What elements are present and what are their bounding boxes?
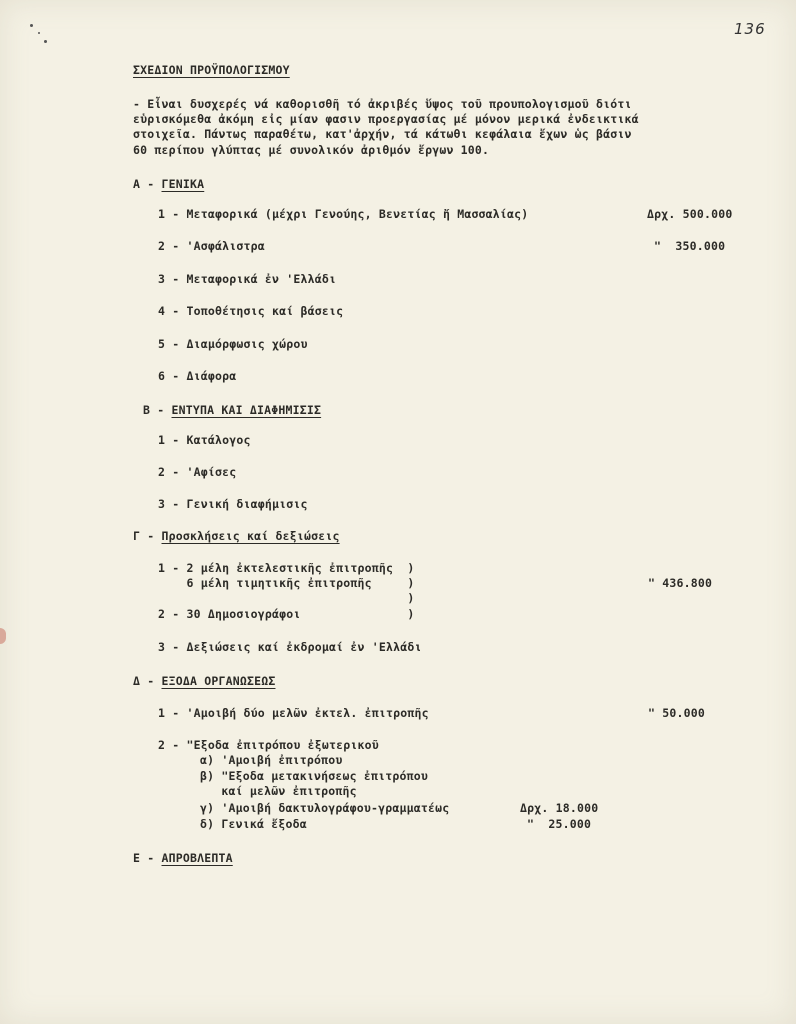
section-g-prefix: Γ - [133, 529, 162, 543]
section-a-item-1: 1 - Μεταφορικά (μέχρι Γενούης, Βενετίας ἤ Μασσαλίας) [158, 207, 529, 221]
section-e-heading [133, 851, 233, 866]
section-b-item-3: 3 - Γενική διαφήμισις [158, 497, 308, 511]
section-d-sub-g-amount: Δρχ. 18.000 [520, 801, 599, 815]
section-d-sub-d-amount: " 25.000 [527, 817, 592, 831]
section-d-sub-b-line-1: β) "Εξοδα μετακινήσεως ἐπιτρόπου [200, 769, 428, 783]
section-d-title: ΕΞΟΔΑ ΟΡΓΑΝΩΣΕΩΣ [161, 674, 276, 688]
section-a-heading [133, 177, 204, 192]
section-d-sub-g: γ) 'Αμοιβή δακτυλογράφου-γραμματέως [200, 801, 450, 815]
section-d-item-1-amount: " 50.000 [648, 706, 705, 720]
section-d-sub-b-line-2: καί μελῶν ἐπιτροπῆς [200, 784, 357, 798]
intro-line-2: εὑρισκόμεθα ἀκόμη εἰς μίαν φασιν προεργασίας μέ μόνον μερικά ἐνδεικτικά [133, 112, 639, 126]
section-d-sub-d: δ) Γενικά ἔξοδα [200, 817, 307, 831]
section-d-heading [133, 674, 275, 689]
section-g-title: Προσκλήσεις καί δεξιώσεις [161, 529, 340, 543]
section-g-item-1-line-2: 6 μέλη τιμητικῆς ἐπιτροπῆς ) [158, 576, 415, 590]
section-g-item-1-line-1: 1 - 2 μέλη ἐκτελεστικῆς ἐπιτροπῆς ) [158, 561, 415, 575]
section-g-item-1-line-3: ) [158, 591, 415, 605]
paper-speck [44, 40, 47, 43]
paper-stain [0, 628, 6, 644]
intro-line-3: στοιχεῖα. Πάντως παραθέτω, κατ'ἀρχήν, τά κάτωθι κεφάλαια ἔχων ὡς βάσιν [133, 127, 632, 141]
section-a-item-4: 4 - Τοποθέτησις καί βάσεις [158, 304, 344, 318]
section-e-title: ΑΠΡΟΒΛΕΠΤΑ [161, 851, 233, 865]
section-a-item-5: 5 - Διαμόρφωσις χώρου [158, 337, 308, 351]
section-a-item-2: 2 - 'Ασφάλιστρα [158, 239, 265, 253]
section-b-item-2: 2 - 'Αφίσες [158, 465, 237, 479]
section-g-amount: " 436.800 [648, 576, 713, 590]
intro-line-4: 60 περίπου γλύπτας μέ συνολικόν ἀριθμόν ἔργων 100. [133, 143, 490, 157]
section-a-amount-1: Δρχ. 500.000 [647, 207, 733, 221]
section-a-item-3: 3 - Μεταφορικά ἐν 'Ελλάδι [158, 272, 337, 286]
section-a-item-6: 6 - Διάφορα [158, 369, 237, 383]
section-a-amount-2: " 350.000 [654, 239, 726, 253]
intro-line-1: - Εἶναι δυσχερές νά καθορισθῆ τό ἀκριβές ὕψος τοῦ προυπολογισμοῦ διότι [133, 97, 632, 111]
section-g-item-2: 2 - 30 Δημοσιογράφοι ) [158, 607, 415, 621]
section-d-sub-a: α) 'Αμοιβή ἐπιτρόπου [200, 753, 343, 767]
paper-speck [38, 32, 40, 34]
paper-speck [30, 24, 33, 27]
section-a-title: ΓΕΝΙΚΑ [161, 177, 205, 191]
section-d-item-2: 2 - "Εξοδα ἐπιτρόπου ἐξωτερικοῦ [158, 738, 379, 752]
section-d-prefix: Δ - [133, 674, 162, 688]
section-b-title: ΕΝΤΥΠΑ ΚΑΙ ΔΙΑΦΗΜΙΣΙΣ [171, 403, 322, 417]
section-g-item-3: 3 - Δεξιώσεις καί ἐκδρομαί ἐν 'Ελλάδι [158, 640, 422, 654]
page-number: 136 [734, 20, 766, 38]
section-g-heading [133, 529, 340, 544]
section-b-heading [143, 403, 321, 418]
section-a-prefix: Α - [133, 177, 162, 191]
document-title: ΣΧΕΔΙΟΝ ΠΡΟΫΠΟΛΟΓΙΣΜΟΥ [133, 63, 290, 77]
section-d-item-1: 1 - 'Αμοιβή δύο μελῶν ἐκτελ. ἐπιτροπῆς [158, 706, 429, 720]
section-b-item-1: 1 - Κατάλογος [158, 433, 251, 447]
section-e-prefix: Ε - [133, 851, 162, 865]
section-b-prefix: Β - [143, 403, 172, 417]
